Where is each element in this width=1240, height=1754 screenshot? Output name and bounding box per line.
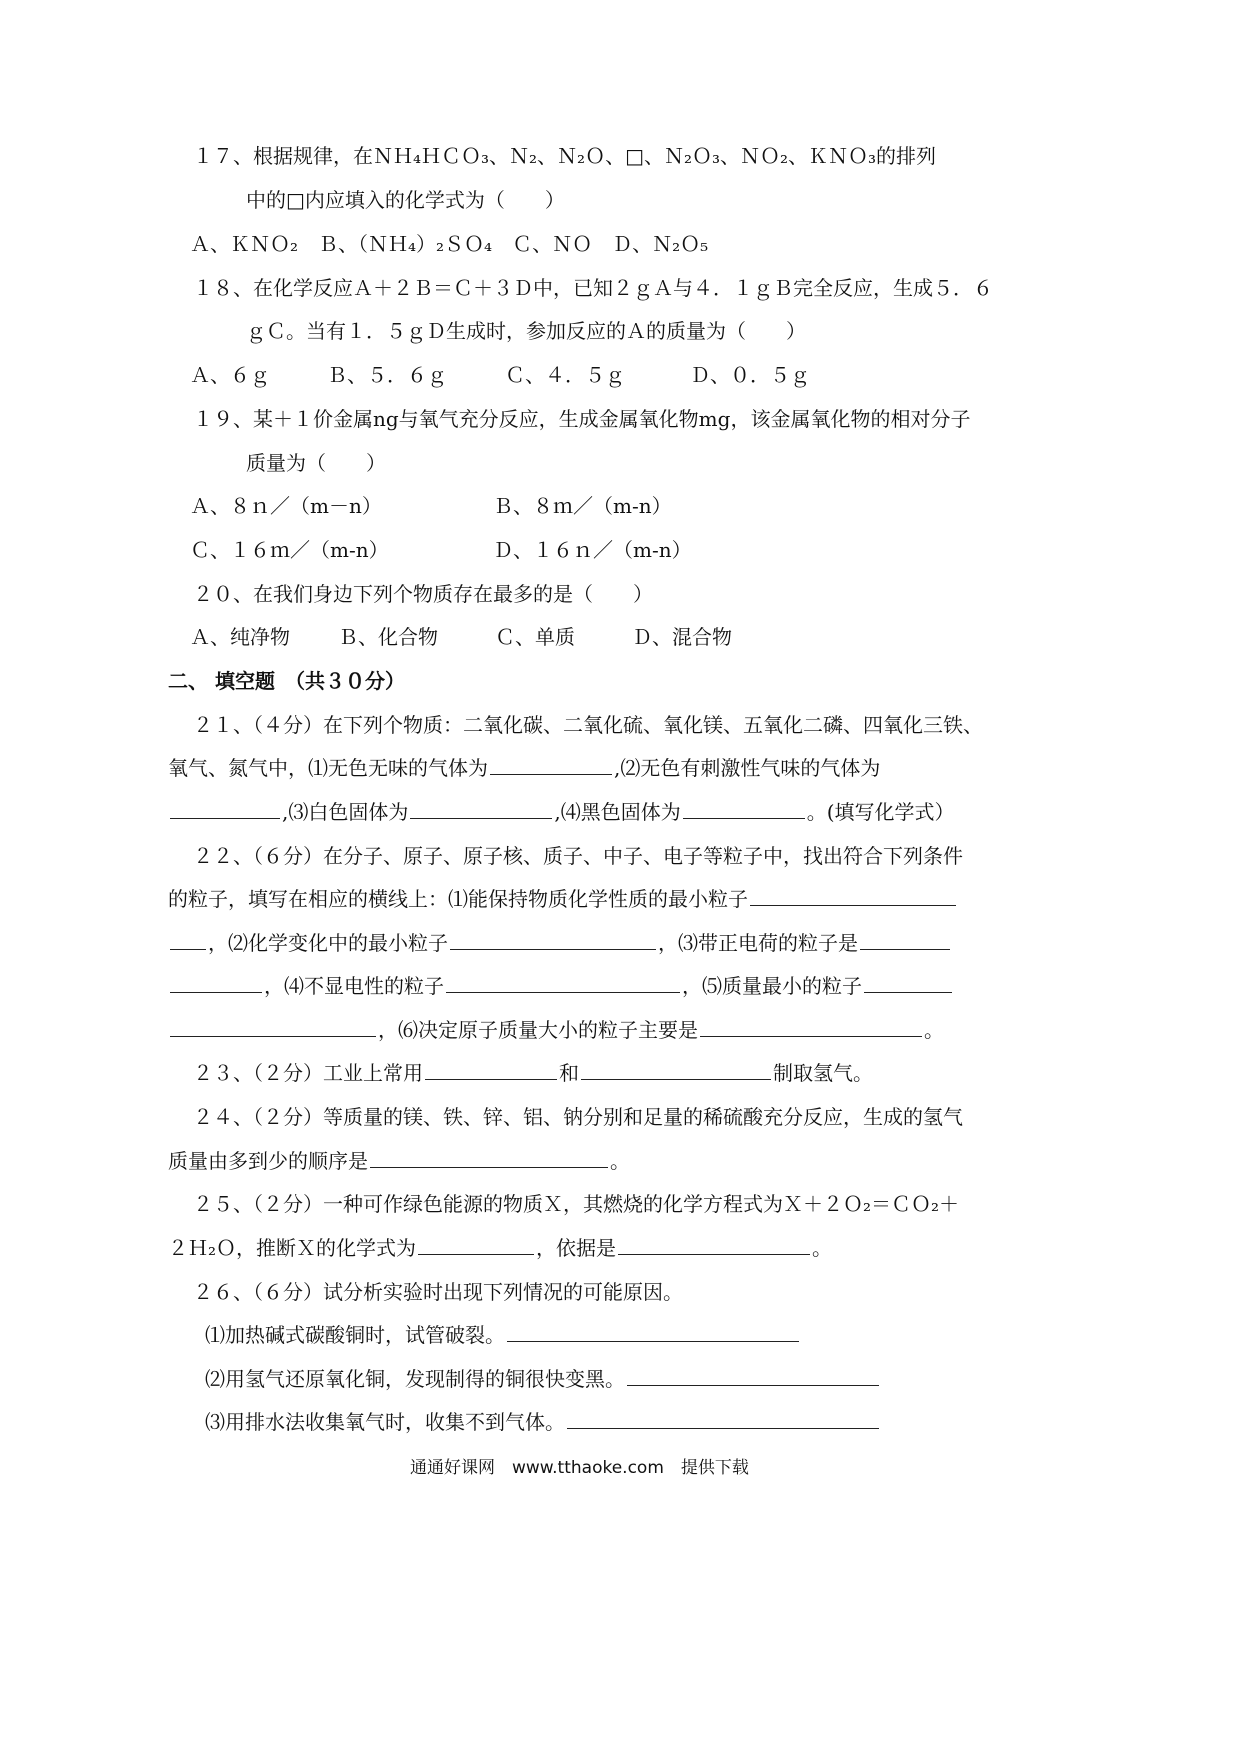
q20-option-b: Ｂ、化合物 bbox=[338, 625, 438, 649]
q23-suffix: 制取氢气。 bbox=[773, 1061, 873, 1085]
q22-blank-3b[interactable] bbox=[170, 991, 262, 993]
q21-blank-3[interactable] bbox=[410, 817, 552, 819]
q25-blank-2[interactable] bbox=[618, 1253, 810, 1255]
q19-option-b: Ｂ、８ｍ／（m-n） bbox=[493, 494, 672, 518]
q17-line1: １７、根据规律，在ＮＨ₄ＨＣＯ₃、Ｎ₂、Ｎ₂Ｏ、□、Ｎ₂Ｏ₃、ＮＯ₂、ＫＮＯ₃的排列 bbox=[193, 144, 937, 168]
q22-prompt-2: ，⑵化学变化中的最小粒子 bbox=[208, 931, 448, 955]
q26-item-1 bbox=[205, 1321, 801, 1349]
q24-line2 bbox=[168, 1147, 630, 1175]
q25-blank-1[interactable] bbox=[418, 1253, 534, 1255]
q22-prompt-3: ，⑶带正电荷的粒子是 bbox=[658, 931, 858, 955]
q17-options: Ａ、ＫＮＯ₂ Ｂ、（ＮＨ₄）₂ＳＯ₄ Ｃ、ＮＯ Ｄ、Ｎ₂Ｏ₅ bbox=[190, 232, 709, 256]
q20-line1: ２０、在我们身边下列个物质存在最多的是（ ） bbox=[193, 582, 653, 606]
q18-option-c: Ｃ、４．５ｇ bbox=[505, 363, 625, 387]
q26-item-2-text: ⑵用氢气还原氧化铜，发现制得的铜很快变黑。 bbox=[205, 1367, 625, 1391]
q22-blank-1b[interactable] bbox=[170, 948, 206, 950]
q21-prompt-1: 氧气、氮气中，⑴无色无味的气体为 bbox=[168, 756, 488, 780]
q21-prompt-3: ,⑶白色固体为 bbox=[282, 800, 409, 824]
q26-line1: ２６、（６分）试分析实验时出现下列情况的可能原因。 bbox=[193, 1280, 683, 1304]
q21-line2 bbox=[168, 754, 880, 782]
q18-option-b: Ｂ、５．６ｇ bbox=[327, 363, 447, 387]
q21-prompt-2: ,⑵无色有刺激性气味的气体为 bbox=[614, 756, 881, 780]
q20-option-d: Ｄ、混合物 bbox=[632, 625, 732, 649]
q18-option-d: Ｄ、０．５ｇ bbox=[690, 363, 810, 387]
q26-item-2 bbox=[205, 1365, 881, 1393]
q26-item-3-text: ⑶用排水法收集氧气时，收集不到气体。 bbox=[205, 1410, 565, 1434]
q19-option-d: Ｄ、１６ｎ／（m-n） bbox=[493, 538, 692, 562]
q18-line1: １８、在化学反应Ａ＋２Ｂ＝Ｃ＋３Ｄ中，已知２ｇＡ与４．１ｇＢ完全反应，生成５．６ bbox=[193, 276, 993, 300]
q25-prompt-1: ２Ｈ₂Ｏ，推断Ｘ的化学式为 bbox=[168, 1236, 417, 1260]
q26-blank-3[interactable] bbox=[567, 1427, 879, 1429]
q22-blank-5b[interactable] bbox=[170, 1035, 376, 1037]
q22-line1: ２２、（６分）在分子、原子、原子核、质子、中子、电子等粒子中，找出符合下列条件 bbox=[193, 844, 963, 868]
q26-item-3 bbox=[205, 1408, 881, 1436]
q22-blank-3a[interactable] bbox=[860, 948, 950, 950]
q21-blank-4[interactable] bbox=[683, 817, 805, 819]
q18-option-a: Ａ、６ｇ bbox=[190, 363, 270, 387]
q22-prompt-4: ，⑷不显电性的粒子 bbox=[264, 974, 444, 998]
q21-blank-2[interactable] bbox=[170, 817, 280, 819]
q22-line5 bbox=[168, 1016, 944, 1044]
q24-suffix: 。 bbox=[610, 1149, 630, 1173]
q23-prompt-2: 和 bbox=[559, 1061, 579, 1085]
q21-blank-1[interactable] bbox=[490, 773, 612, 775]
q19-option-a: Ａ、８ｎ／（m－n） bbox=[190, 494, 382, 518]
q23-blank-2[interactable] bbox=[581, 1078, 771, 1080]
q21-prompt-4: ,⑷黑色固体为 bbox=[554, 800, 681, 824]
q19-line2: 质量为（ ） bbox=[246, 451, 386, 475]
q25-line2 bbox=[168, 1234, 832, 1262]
q26-item-1-text: ⑴加热碱式碳酸铜时，试管破裂。 bbox=[205, 1323, 505, 1347]
q22-prompt-1: 的粒子，填写在相应的横线上：⑴能保持物质化学性质的最小粒子 bbox=[168, 887, 748, 911]
q21-line3 bbox=[168, 798, 955, 826]
q21-suffix: 。(填写化学式） bbox=[806, 800, 955, 824]
q21-line1: ２１、（４分）在下列个物质：二氧化碳、二氧化硫、氧化镁、五氧化二磷、四氧化三铁、 bbox=[193, 713, 983, 737]
q22-suffix: 。 bbox=[924, 1018, 944, 1042]
q22-line4 bbox=[168, 972, 954, 1000]
q19-line1: １９、某＋１价金属ng与氧气充分反应，生成金属氧化物mg，该金属氧化物的相对分子 bbox=[193, 407, 971, 431]
q22-line3 bbox=[168, 929, 952, 957]
q26-blank-2[interactable] bbox=[627, 1384, 879, 1386]
q25-prompt-2: ，依据是 bbox=[536, 1236, 617, 1260]
q19-option-c: Ｃ、１６ｍ／（m-n） bbox=[190, 538, 389, 562]
q25-suffix: 。 bbox=[812, 1236, 833, 1260]
q20-option-a: Ａ、纯净物 bbox=[190, 625, 290, 649]
q22-blank-4[interactable] bbox=[446, 991, 680, 993]
q22-blank-5a[interactable] bbox=[864, 991, 952, 993]
q24-line1: ２４、（２分）等质量的镁、铁、锌、铝、钠分别和足量的稀硫酸充分反应，生成的氢气 bbox=[193, 1105, 963, 1129]
q24-blank[interactable] bbox=[370, 1166, 608, 1168]
section-heading-fill-in: 二、 填空题 （共３０分） bbox=[168, 669, 405, 693]
q23-blank-1[interactable] bbox=[425, 1078, 557, 1080]
q23-line bbox=[193, 1059, 873, 1087]
q25-line1: ２５、（２分）一种可作绿色能源的物质Ｘ，其燃烧的化学方程式为Ｘ＋２Ｏ₂＝ＣＯ₂＋ bbox=[193, 1192, 960, 1216]
q26-blank-1[interactable] bbox=[507, 1340, 799, 1342]
q18-line2: ｇＣ。当有１．５ｇＤ生成时，参加反应的Ａ的质量为（ ） bbox=[246, 319, 806, 343]
q22-blank-2[interactable] bbox=[450, 948, 656, 950]
q23-prompt-1: ２３、（２分）工业上常用 bbox=[193, 1061, 423, 1085]
q22-line2 bbox=[168, 885, 958, 913]
q22-blank-1a[interactable] bbox=[750, 904, 956, 906]
q22-blank-6[interactable] bbox=[700, 1035, 922, 1037]
q17-line2: 中的□内应填入的化学式为（ ） bbox=[246, 188, 565, 212]
page-footer: 通通好课网 www.tthaoke.com 提供下载 bbox=[410, 1458, 749, 1478]
q20-option-c: Ｃ、单质 bbox=[495, 625, 575, 649]
q24-prompt: 质量由多到少的顺序是 bbox=[168, 1149, 368, 1173]
q22-prompt-6: ，⑹决定原子质量大小的粒子主要是 bbox=[378, 1018, 698, 1042]
q22-prompt-5: ，⑸质量最小的粒子 bbox=[682, 974, 862, 998]
